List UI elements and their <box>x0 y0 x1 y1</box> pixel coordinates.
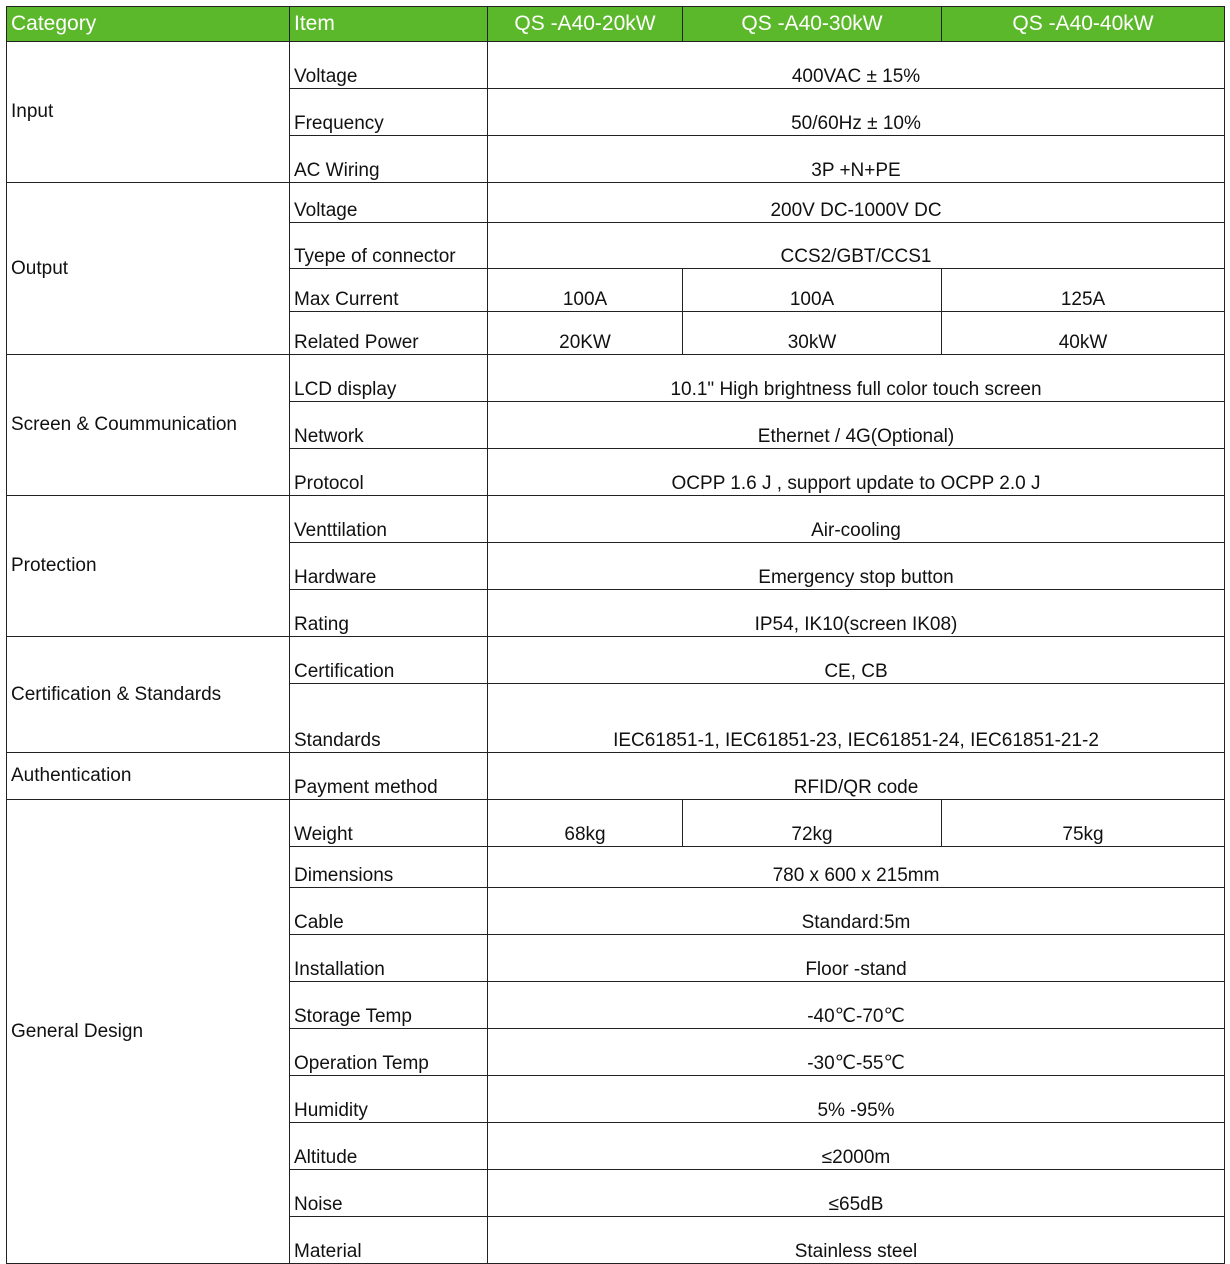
value-cell: 3P +N+PE <box>488 136 1225 183</box>
header-model-40kw: QS -A40-40kW <box>942 7 1225 42</box>
value-cell: OCPP 1.6 J , support update to OCPP 2.0 J <box>488 449 1225 496</box>
table-row <box>7 355 1225 402</box>
item-cell: Payment method <box>290 753 488 800</box>
value-cell: CE, CB <box>488 637 1225 684</box>
value-cell: 200V DC-1000V DC <box>488 183 1225 223</box>
item-cell: Operation Temp <box>290 1029 488 1076</box>
value-cell: Emergency stop button <box>488 543 1225 590</box>
item-cell: Standards <box>290 684 488 753</box>
item-cell: Humidity <box>290 1076 488 1123</box>
value-cell: 75kg <box>942 800 1225 847</box>
value-cell: Standard:5m <box>488 888 1225 935</box>
value-cell: 100A <box>683 269 942 312</box>
value-cell: 68kg <box>488 800 683 847</box>
value-cell: -40℃-70℃ <box>488 982 1225 1029</box>
value-cell: ≤65dB <box>488 1170 1225 1217</box>
item-cell: Frequency <box>290 89 488 136</box>
spec-table <box>6 6 1225 1264</box>
item-cell: Protocol <box>290 449 488 496</box>
item-cell: Tyepe of connector <box>290 223 488 269</box>
category-cell: Protection <box>7 496 290 637</box>
value-cell: 10.1" High brightness full color touch screen <box>488 355 1225 402</box>
header-model-30kw: QS -A40-30kW <box>683 7 942 42</box>
value-cell: 5% -95% <box>488 1076 1225 1123</box>
value-cell: 30kW <box>683 312 942 355</box>
category-cell: Screen & Coummunication <box>7 355 290 496</box>
value-cell: IP54, IK10(screen IK08) <box>488 590 1225 637</box>
item-cell: Voltage <box>290 183 488 223</box>
value-cell: IEC61851-1, IEC61851-23, IEC61851-24, IEC61851-21-2 <box>488 684 1225 753</box>
value-cell: -30℃-55℃ <box>488 1029 1225 1076</box>
category-cell: General Design <box>7 800 290 1264</box>
table-row <box>7 753 1225 800</box>
spec-body <box>7 42 1225 1264</box>
item-cell: Altitude <box>290 1123 488 1170</box>
value-cell: 100A <box>488 269 683 312</box>
table-row <box>7 183 1225 223</box>
item-cell: Voltage <box>290 42 488 89</box>
table-row <box>7 800 1225 847</box>
header-row <box>7 7 1225 42</box>
item-cell: Installation <box>290 935 488 982</box>
header-category: Category <box>7 7 290 42</box>
item-cell: Cable <box>290 888 488 935</box>
item-cell: Dimensions <box>290 847 488 888</box>
table-row <box>7 637 1225 684</box>
value-cell: 72kg <box>683 800 942 847</box>
item-cell: Venttilation <box>290 496 488 543</box>
item-cell: Max Current <box>290 269 488 312</box>
value-cell: Air-cooling <box>488 496 1225 543</box>
item-cell: LCD display <box>290 355 488 402</box>
category-cell: Input <box>7 42 290 183</box>
value-cell: 125A <box>942 269 1225 312</box>
category-cell: Certification & Standards <box>7 637 290 753</box>
item-cell: Certification <box>290 637 488 684</box>
value-cell: Stainless steel <box>488 1217 1225 1264</box>
item-cell: Rating <box>290 590 488 637</box>
value-cell: 20KW <box>488 312 683 355</box>
value-cell: Ethernet / 4G(Optional) <box>488 402 1225 449</box>
item-cell: Storage Temp <box>290 982 488 1029</box>
table-row <box>7 496 1225 543</box>
value-cell: 40kW <box>942 312 1225 355</box>
value-cell: ≤2000m <box>488 1123 1225 1170</box>
item-cell: Noise <box>290 1170 488 1217</box>
header-model-20kw: QS -A40-20kW <box>488 7 683 42</box>
item-cell: AC Wiring <box>290 136 488 183</box>
value-cell: CCS2/GBT/CCS1 <box>488 223 1225 269</box>
header-item: Item <box>290 7 488 42</box>
table-row <box>7 42 1225 89</box>
value-cell: Floor -stand <box>488 935 1225 982</box>
item-cell: Network <box>290 402 488 449</box>
item-cell: Weight <box>290 800 488 847</box>
value-cell: 400VAC ± 15% <box>488 42 1225 89</box>
value-cell: 50/60Hz ± 10% <box>488 89 1225 136</box>
category-cell: Output <box>7 183 290 355</box>
category-cell: Authentication <box>7 753 290 800</box>
item-cell: Related Power <box>290 312 488 355</box>
item-cell: Hardware <box>290 543 488 590</box>
item-cell: Material <box>290 1217 488 1264</box>
value-cell: RFID/QR code <box>488 753 1225 800</box>
value-cell: 780 x 600 x 215mm <box>488 847 1225 888</box>
